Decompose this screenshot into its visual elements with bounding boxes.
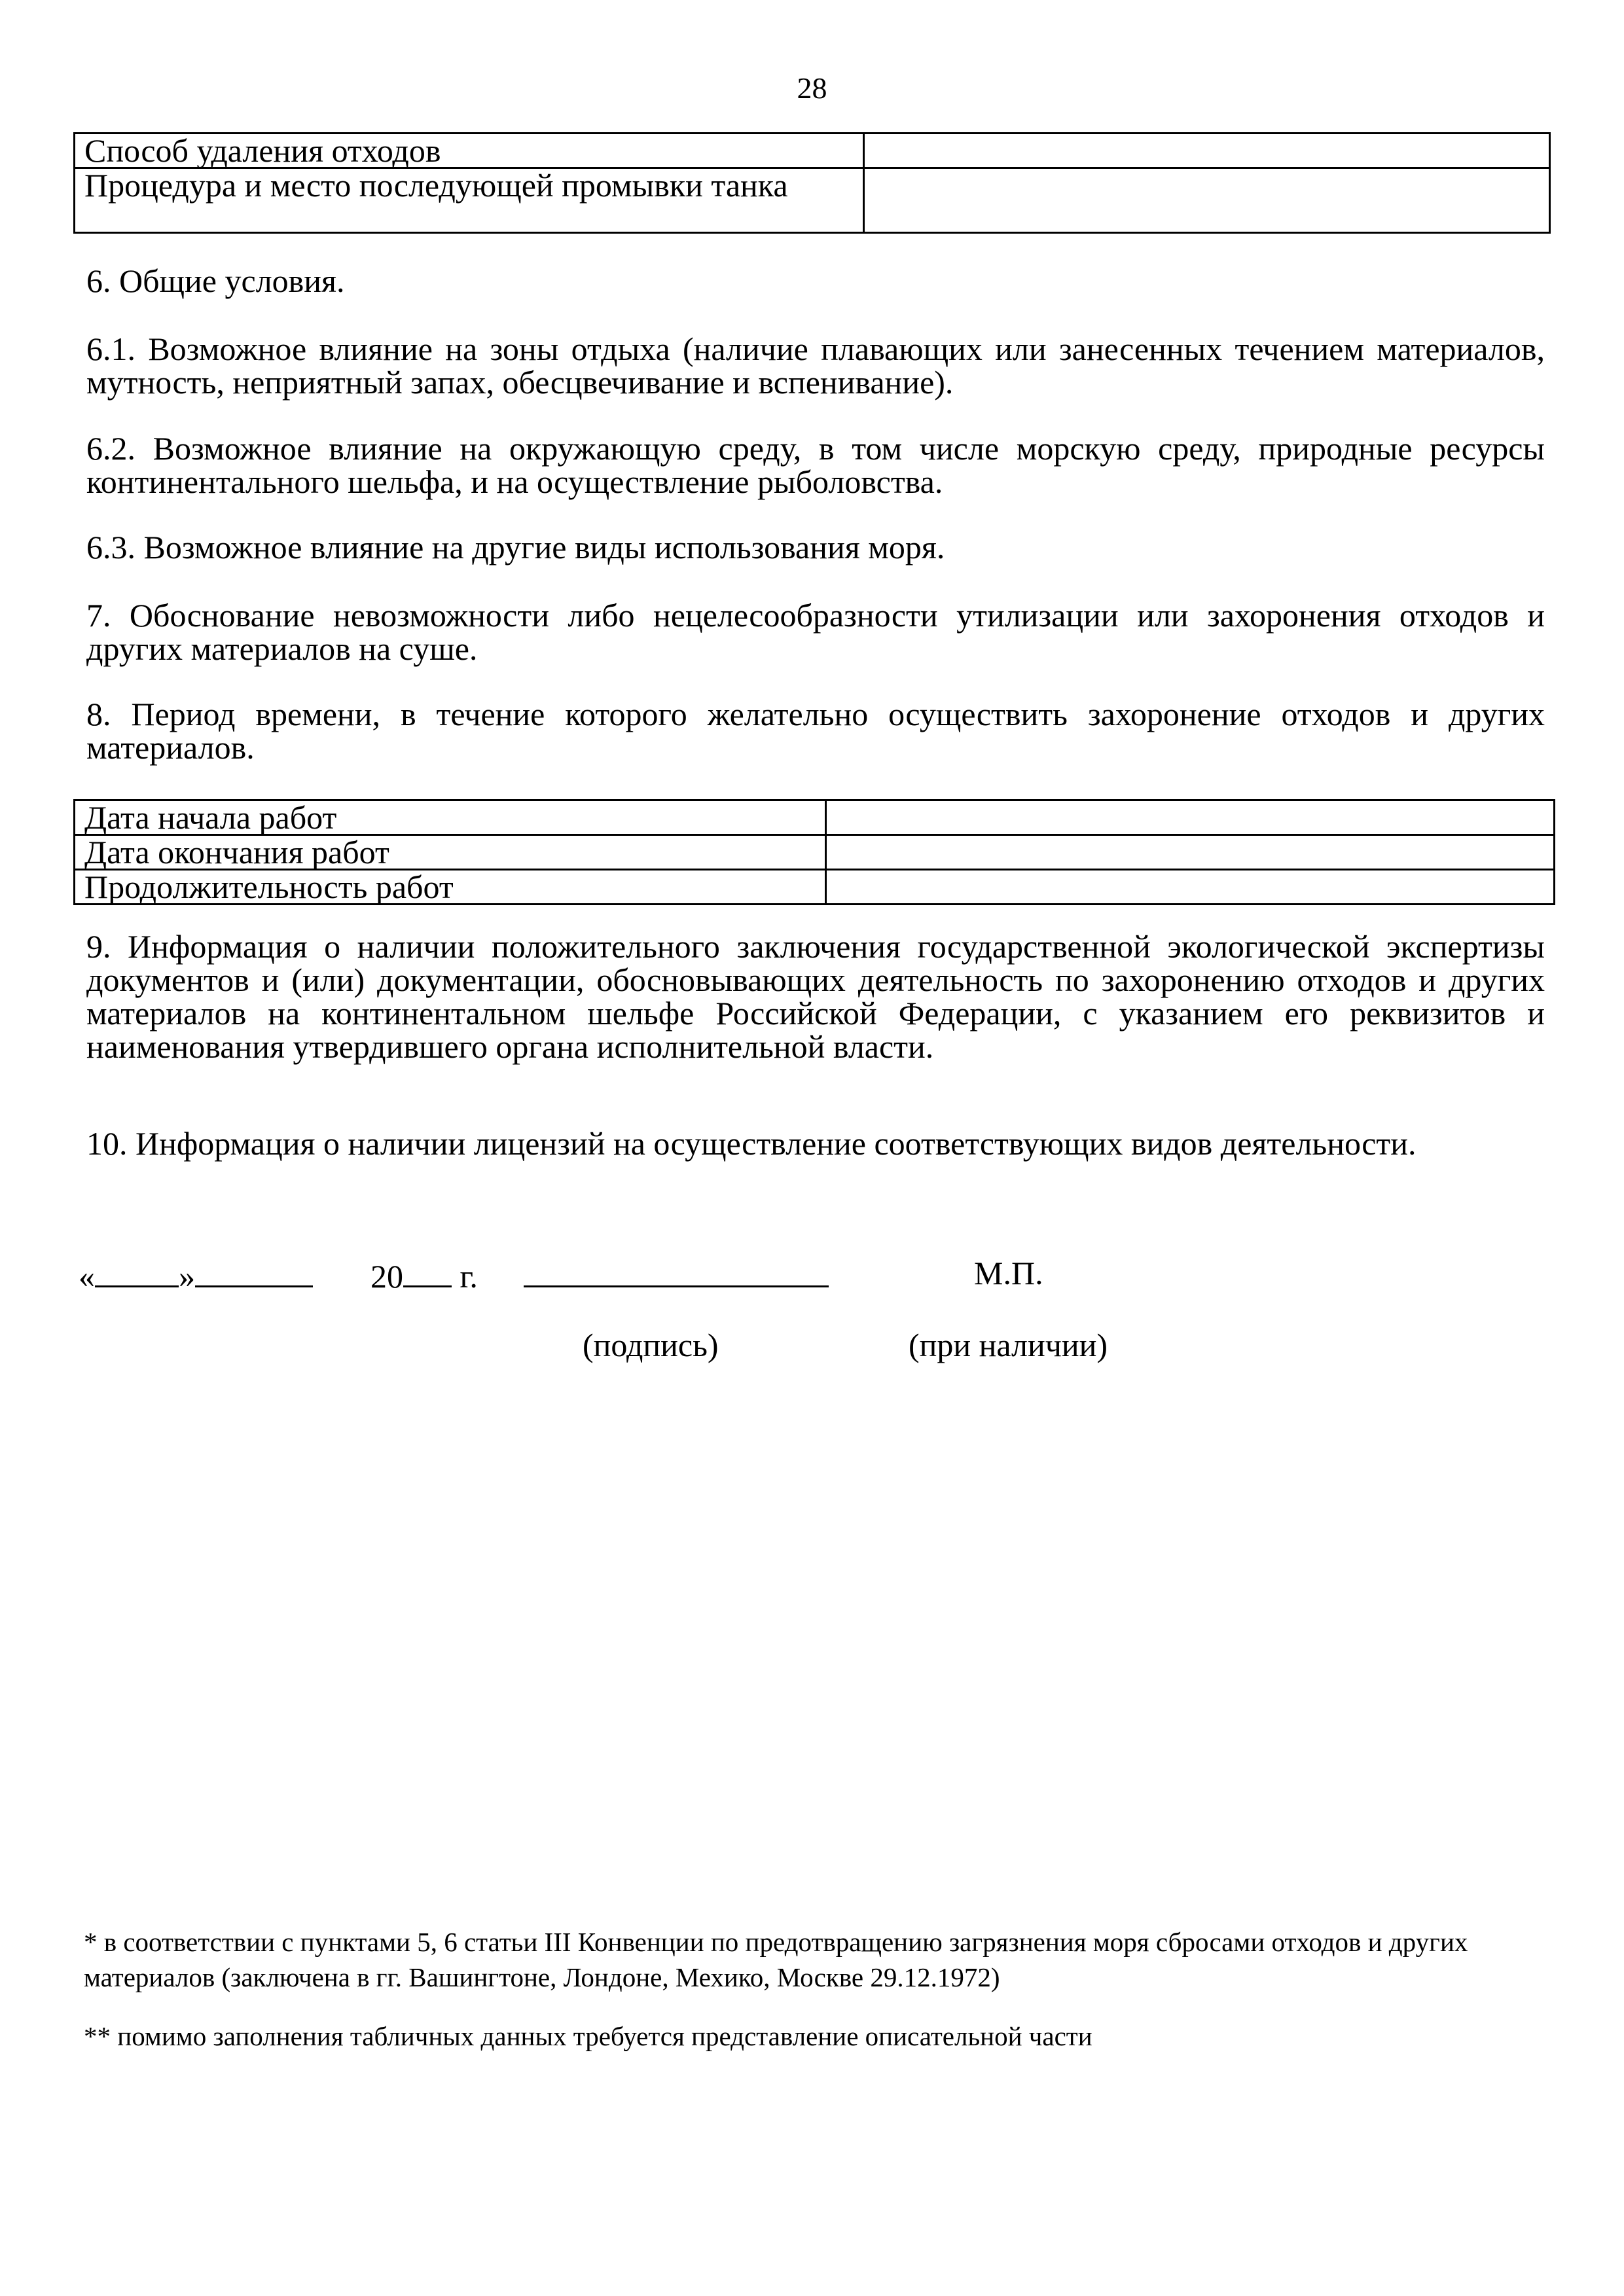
close-quote: »	[179, 1258, 195, 1295]
page-number: 28	[797, 71, 827, 105]
stamp-label: М.П.	[974, 1255, 1043, 1291]
table-cell-label: Способ удаления отходов	[75, 134, 864, 168]
table-row	[75, 835, 1555, 870]
table-cell-value	[864, 134, 1550, 168]
table-row	[75, 168, 1550, 233]
signature-field	[524, 1257, 829, 1293]
footnote-2: ** помимо заполнения табличных данных требуется представление описательной части	[84, 2021, 1092, 2051]
signature-line	[79, 1257, 1558, 1296]
table-cell-label: Процедура и место последующей промывки танка	[75, 168, 864, 233]
section-8: 8. Период времени, в течение которого желательно осуществить захоронение отходов и других материалов.	[86, 696, 1545, 766]
footnote-1: * в соответствии с пунктами 5, 6 статьи III Конвенции по предотвращению загрязнения моря сбросами отходов и других материалов (заключена в гг. Вашингтоне, Лондоне, Мехико, Москве 29.12.1972)	[84, 1927, 1468, 1992]
date-field	[79, 1257, 313, 1293]
year-prefix: 20	[370, 1258, 403, 1295]
section-6-1: 6.1. Возможное влияние на зоны отдыха (наличие плавающих или занесенных течением материалов, мутность, неприятный запах, обесцвечивание и вспенивание).	[86, 331, 1545, 401]
table-row	[75, 134, 1550, 168]
section-6-3: 6.3. Возможное влияние на другие виды использования моря.	[86, 529, 945, 565]
table-cell-value	[864, 168, 1550, 233]
section-9: 9. Информация о наличии положительного заключения государственной экологической экспертизы документов и (или) документации, обосновывающих деятельность по захоронению отходов и других материалов на континентальном шельфе Российской Федерации, с указанием его реквизитов и наименования утвердившего органа исполнительной власти.	[86, 928, 1545, 1065]
section-6-heading: 6. Общие условия.	[86, 262, 345, 299]
table-row	[75, 870, 1555, 905]
waste-removal-table	[73, 132, 1551, 234]
table-row	[75, 800, 1555, 835]
section-7: 7. Обоснование невозможности либо нецелесообразности утилизации или захоронения отходов и других материалов на суше.	[86, 597, 1545, 667]
table-cell-label: Дата начала работ	[75, 800, 826, 835]
table-cell-value	[826, 835, 1555, 870]
stamp-caption: (при наличии)	[909, 1327, 1108, 1363]
open-quote: «	[79, 1258, 95, 1295]
year-suffix: г.	[460, 1258, 478, 1295]
section-6-2: 6.2. Возможное влияние на окружающую среду, в том числе морскую среду, природные ресурсы континентального шельфа, и на осуществление рыболовства.	[86, 430, 1545, 500]
signature-caption: (подпись)	[583, 1327, 719, 1363]
work-dates-table	[73, 799, 1555, 905]
table-cell-value	[826, 870, 1555, 905]
signature-blank	[524, 1257, 829, 1287]
table-cell-label: Продолжительность работ	[75, 870, 826, 905]
table-cell-label: Дата окончания работ	[75, 835, 826, 870]
table-cell-value	[826, 800, 1555, 835]
year-field	[370, 1257, 478, 1293]
year-blank	[403, 1257, 452, 1287]
day-blank	[95, 1257, 179, 1287]
month-blank	[195, 1257, 313, 1287]
section-10: 10. Информация о наличии лицензий на осуществление соответствующих видов деятельности.	[86, 1125, 1416, 1162]
